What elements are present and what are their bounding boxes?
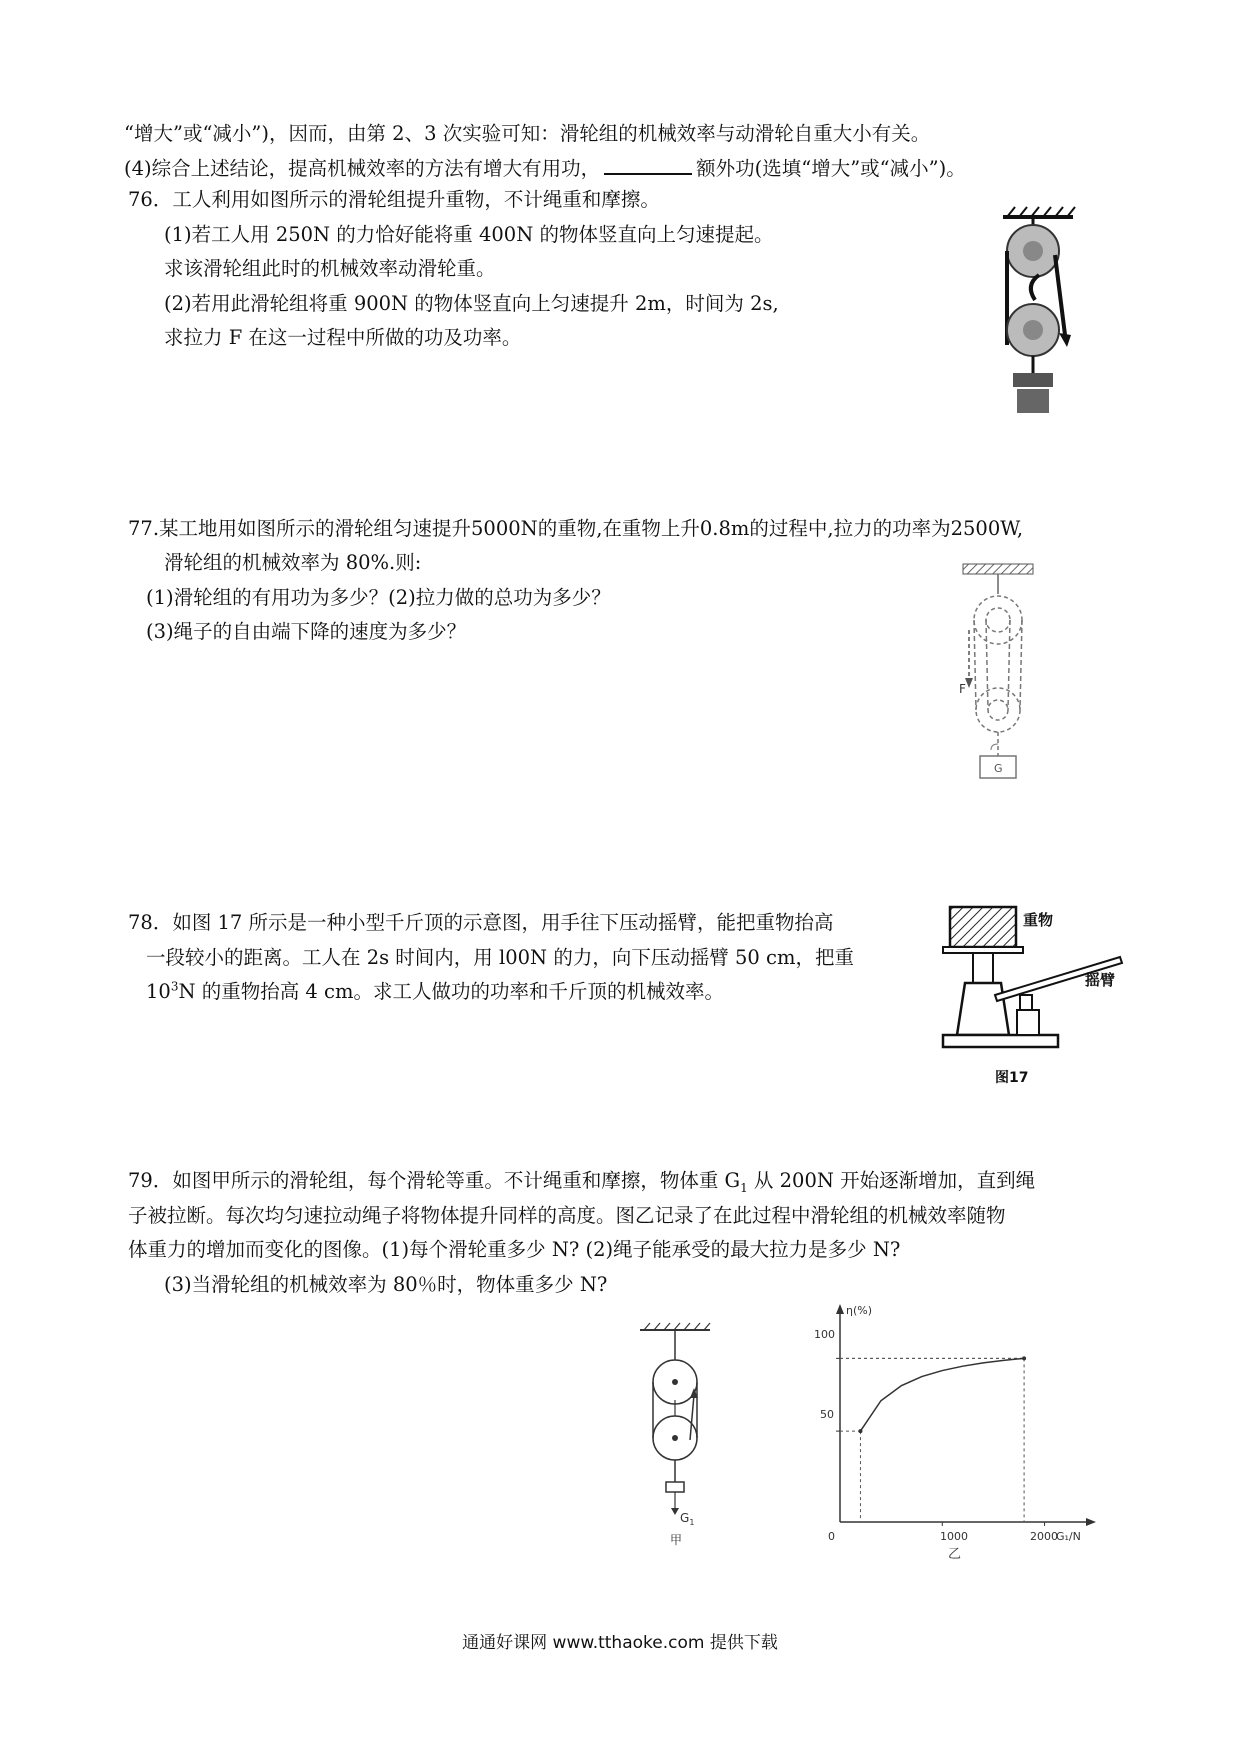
q75-line2-a: (4)综合上述结论，提高机械效率的方法有增大有用功，	[124, 157, 601, 180]
q79-fig-jia-caption: 甲	[670, 1533, 683, 1547]
chart-y-axis-arrow	[836, 1304, 844, 1314]
q76-title: 76．工人利用如图所示的滑轮组提升重物，不计绳重和摩擦。	[128, 188, 660, 211]
q77-part3: (3)绳子的自由端下降的速度为多少？	[146, 620, 467, 643]
q77-title: 77.某工地用如图所示的滑轮组匀速提升5000N的重物,在重物上升0.8m的过程中,拉力的功率为2500W,	[128, 517, 1024, 540]
q78-fig-arm-label: 摇臂	[1085, 971, 1116, 989]
q78-line3-base: 10	[146, 980, 171, 1003]
q77-part1: (1)滑轮组的有用功为多少？(2)拉力做的总功为多少？	[146, 586, 611, 609]
chart-xtick-2000: 2000	[1030, 1530, 1058, 1543]
chart-xtick-1000: 1000	[940, 1530, 968, 1543]
chart-xtick-0: 0	[828, 1530, 835, 1543]
chart-x-axis-arrow	[1086, 1518, 1096, 1526]
chart-point-0	[858, 1429, 862, 1433]
q79-fig-jia-G-letter: G	[680, 1511, 690, 1525]
q75-line2	[124, 155, 966, 182]
q78-line1: 78．如图 17 所示是一种小型千斤顶的示意图，用手往下压动摇臂，能把重物抬高	[128, 911, 834, 934]
q79-line1-b: 从 200N 开始逐渐增加，直到绳	[747, 1169, 1036, 1192]
q78-line3-rest: N 的重物抬高 4 cm。求工人做功的功率和千斤顶的机械效率。	[178, 980, 724, 1003]
q79-line1-a: 79．如图甲所示的滑轮组，每个滑轮等重。不计绳重和摩擦，物体重 G	[128, 1169, 741, 1192]
q79-line2: 子被拉断。每次均匀速拉动绳子将物体提升同样的高度。图乙记录了在此过程中滑轮组的机械效率随物	[128, 1204, 1006, 1227]
q76-part2a: (2)若用此滑轮组将重 900N 的物体竖直向上匀速提升 2m，时间为 2s,	[164, 292, 779, 315]
q77-pulley-figure	[955, 560, 1055, 795]
q79-fig-yi-caption: 乙	[948, 1547, 962, 1562]
q78-line3-exp: 3	[170, 979, 179, 994]
page-footer: 通通好课网 www.tthaoke.com 提供下载	[462, 1633, 778, 1653]
chart-ytick-100: 100	[814, 1328, 835, 1341]
q75-line2-b: 额外功(选填“增大”或“减小”)。	[696, 157, 966, 180]
q79-efficiency-chart	[810, 1300, 1110, 1565]
chart-y-axis-label: η(%)	[846, 1304, 873, 1317]
q79-line1	[128, 1168, 1035, 1194]
q78-fig-caption: 图17	[995, 1070, 1029, 1086]
q76-part2b: 求拉力 F 在这一过程中所做的功及功率。	[164, 326, 522, 349]
q76-pulley-figure	[995, 205, 1085, 425]
q79-line3: 体重力的增加而变化的图像。(1)每个滑轮重多少 N? (2)绳子能承受的最大拉力是多少 N?	[128, 1238, 901, 1261]
chart-point-8	[1022, 1356, 1026, 1360]
q79-line1-sub: 1	[740, 1180, 748, 1195]
q77-fig-F-label: F	[959, 682, 966, 696]
q75-line1: “增大”或“减小”)，因而，由第 2、3 次实验可知：滑轮组的机械效率与动滑轮自重大小有关。	[124, 122, 931, 145]
q79-fig-jia-G-sub: 1	[689, 1518, 695, 1527]
q78-fig-weight-label: 重物	[1023, 911, 1054, 929]
chart-x-axis-label: G₁/N	[1056, 1530, 1081, 1543]
q77-title2: 滑轮组的机械效率为 80%.则:	[164, 551, 422, 574]
q79-fig-jia-G	[680, 1511, 694, 1527]
q77-fig-G-label: G	[994, 762, 1003, 775]
q76-part1a: (1)若工人用 250N 的力恰好能将重 400N 的物体竖直向上匀速提起。	[164, 223, 774, 246]
q78-line3	[146, 979, 724, 1005]
chart-ytick-50: 50	[820, 1408, 834, 1421]
q79-line4: (3)当滑轮组的机械效率为 80％时，物体重多少 N?	[164, 1273, 608, 1296]
q78-jack-figure	[935, 895, 1135, 1095]
chart-series-line	[860, 1358, 1024, 1431]
answer-blank	[604, 155, 692, 175]
q79-fig-jia-pulley	[630, 1320, 730, 1550]
q78-line2: 一段较小的距离。工人在 2s 时间内，用 l00N 的力，向下压动摇臂 50 cm，把重	[146, 946, 854, 969]
q76-part1b: 求该滑轮组此时的机械效率动滑轮重。	[164, 257, 496, 280]
